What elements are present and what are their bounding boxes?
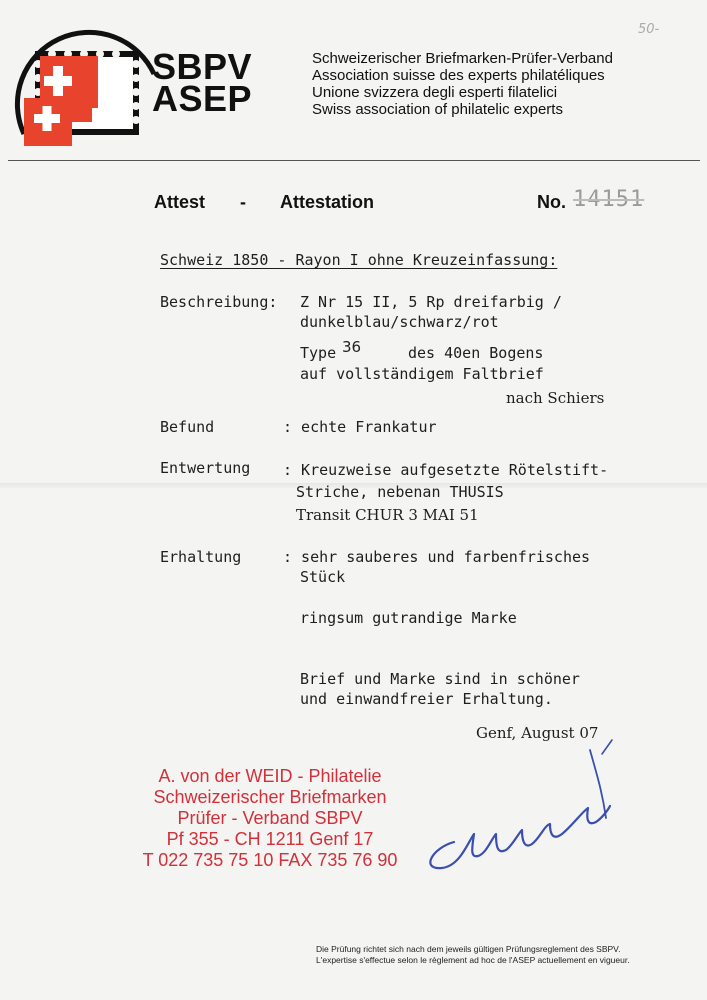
entwertung-line-1: : Kreuzweise aufgesetzte Rötelstift- xyxy=(283,461,609,479)
stamp-line-4: Pf 355 - CH 1211 Genf 17 xyxy=(166,829,374,849)
certificate-number: 14151 xyxy=(573,187,645,212)
type-suffix: des 40en Bogens xyxy=(408,344,544,362)
expert-signature xyxy=(412,730,642,880)
erhaltung-line-1: : sehr sauberes und farbenfrisches xyxy=(283,548,591,566)
association-it: Unione svizzera degli esperti filatelici xyxy=(312,84,558,101)
certificate-title: Schweiz 1850 - Rayon I ohne Kreuzeinfassung: xyxy=(160,251,558,269)
stamp-line-3: Prüfer - Verband SBPV xyxy=(177,808,363,828)
association-names xyxy=(312,50,613,118)
association-en: Swiss association of philatelic experts xyxy=(312,101,563,118)
entwertung-line-3: Transit CHUR 3 MAI 51 xyxy=(296,506,479,524)
brand-sbpv: SBPV xyxy=(152,46,253,87)
erhaltung-label: Erhaltung xyxy=(160,548,242,566)
beschreibung-label: Beschreibung: xyxy=(160,293,278,311)
stamp-line-2: Schweizerischer Briefmarken xyxy=(153,787,387,807)
destination: nach Schiers xyxy=(506,389,605,407)
entwertung-label: Entwertung xyxy=(160,459,251,477)
befund-value: : echte Frankatur xyxy=(283,418,437,436)
attest-dash: - xyxy=(240,192,246,212)
beschreibung-line-1: Z Nr 15 II, 5 Rp dreifarbig / xyxy=(300,293,562,311)
befund-label: Befund xyxy=(160,418,215,436)
attestation-label: Attestation xyxy=(280,192,374,212)
attest-label: Attest xyxy=(154,192,206,212)
certificate-number-label: No. xyxy=(537,192,566,212)
conclusion-line-2: und einwandfreier Erhaltung. xyxy=(300,690,553,708)
erhaltung-line-3: ringsum gutrandige Marke xyxy=(300,609,517,627)
brand-asep: ASEP xyxy=(152,78,253,119)
stamp-line-5: T 022 735 75 10 FAX 735 76 90 xyxy=(142,850,398,870)
stamp-line-1: A. von der WEID - Philatelie xyxy=(158,766,382,786)
place-date: Genf, August 07 xyxy=(476,724,599,742)
association-fr: Association suisse des experts philatéliques xyxy=(312,67,605,84)
conclusion-line-1: Brief und Marke sind in schöner xyxy=(300,670,580,688)
beschreibung-line-2: dunkelblau/schwarz/rot xyxy=(300,313,499,331)
entwertung-line-2: Striche, nebenan THUSIS xyxy=(296,483,504,501)
footer-note-de: Die Prüfung richtet sich nach dem jeweils gültigen Prüfungsreglement des SBPV. xyxy=(316,944,621,954)
type-prefix: Type xyxy=(300,344,337,362)
expert-stamp xyxy=(140,766,400,871)
type-number: 36 xyxy=(342,338,362,356)
faltbrief-line: auf vollständigem Faltbrief xyxy=(300,365,544,383)
footer-note-fr: L'expertise s'effectue selon le règlement ad hoc de l'ASEP actuellement en vigueur. xyxy=(316,955,630,965)
erhaltung-line-2: Stück xyxy=(300,568,346,586)
pencil-price-note: 50- xyxy=(638,22,660,37)
sbpv-logo-icon xyxy=(14,14,164,164)
header-divider xyxy=(8,160,700,161)
association-de: Schweizerischer Briefmarken-Prüfer-Verband xyxy=(312,50,613,67)
